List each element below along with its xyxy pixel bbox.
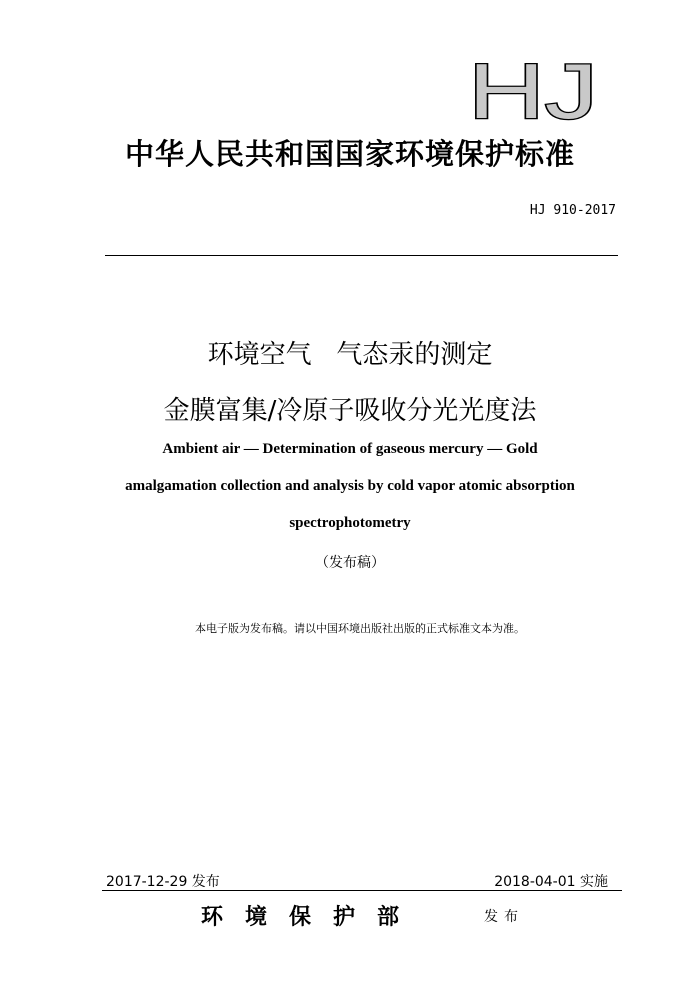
footer-divider	[102, 890, 622, 891]
publish-word: 发布	[484, 909, 524, 925]
title-en-line-2: amalgamation collection and analysis by cold vapor atomic absorption	[125, 478, 575, 494]
publisher-name: 环境保护部	[201, 904, 422, 930]
svg-text:HJ: HJ	[468, 58, 598, 122]
draft-label: （发布稿）	[315, 555, 385, 571]
header-divider	[105, 255, 618, 256]
standard-series-name: 中华人民共和国国家环境保护标准	[124, 137, 575, 171]
implementation-date: 2018-04-01 实施	[494, 874, 608, 890]
title-cn-line-1: 环境空气 气态汞的测定	[207, 340, 493, 370]
hj-logo	[468, 58, 600, 122]
issue-date: 2017-12-29 发布	[106, 874, 220, 890]
title-cn-line-2: 金膜富集/冷原子吸收分光光度法	[163, 396, 537, 426]
electronic-version-note: 本电子版为发布稿。请以中国环境出版社出版的正式标准文本为准。	[195, 622, 525, 635]
title-en-line-1: Ambient air — Determination of gaseous mercury — Gold	[162, 441, 538, 457]
standard-code: HJ 910-2017	[529, 203, 616, 218]
title-en-line-3: spectrophotometry	[289, 515, 411, 531]
